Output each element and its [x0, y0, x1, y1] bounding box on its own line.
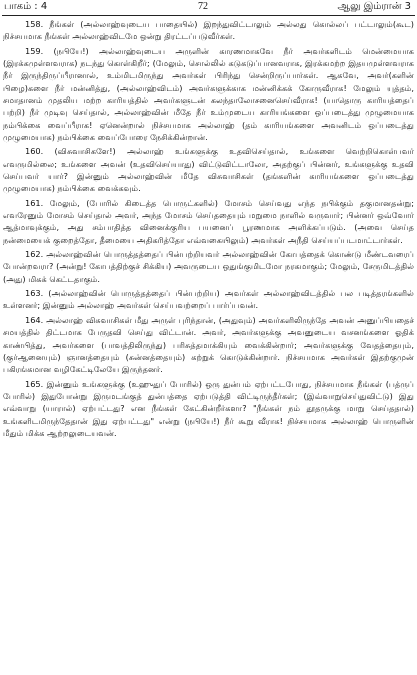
header-divider: [2, 15, 415, 16]
verse-number: 164.: [25, 314, 44, 325]
verse-number: 161.: [25, 197, 44, 208]
verse-161: [3, 197, 414, 246]
verse-text: இன்னும் உங்களுக்கு (உஹுதுப் போரில்) ஒரு துன்பம் ஏற்பட்டபோது, நிச்சயமாக நீங்கள் (பத்ருப் போரில்) இதுபோன்று இருமடங்குத் துன்பத்தை ஏற்படுத்தி விட்டிருந்தீர்கள்; (இவ்வாறுசெய்துவிட்டு) இது எவ்வாறு (யாரால்) ஏற்பட்டது? என நீங்கள் கேட்கின்றீர்களா? "நீங்கள் நம் தூதருக்கு மாறு செய்ததால்) உங்களிடமிருந்தேதான் இது ஏற்பட்டது" என்று (நபியே!) நீர் கூறு வீராக! நிச்சயமாக அல்லாஹ் பொருளின் மீதும் மிக்க ஆற்றலுடையவன்.: [3, 378, 414, 438]
page-header: [0, 0, 417, 16]
verse-number: 160.: [25, 146, 44, 157]
verse-number: 158.: [25, 19, 44, 29]
verse-163: [3, 287, 414, 312]
verse-number: 165.: [25, 378, 44, 389]
verse-text: நீங்கள் (அல்லாஹ்வுடைய பாதையில்) இறந்துவிட்டாலும் அல்லது கொல்லப் பட்டாலும்(கூட) நிச்சயமாக நீங்கள் அல்லாஹ்விடமே ஒன்று திரட்டப்படுவீர்கள்.: [3, 19, 414, 42]
verse-165: [3, 378, 414, 439]
verse-text: (அல்லாஹ்வின் பொருத்தத்தைப் பின்பற்றிய) அவர்கள் அல்லாஹ்விடத்தில் பல படித்தரங்களில் உள்ளனர்; இன்னும் அல்லாஹ் அவர்கள் செய்பவற்றைப் பார்ப்பவன்.: [3, 288, 414, 311]
verse-158: [3, 18, 414, 43]
verse-number: 162.: [25, 249, 44, 260]
verse-text: மேலும், (போரில் கிடைத்த பொருட்களில்) மோசம் செய்வது எந்த நபிக்கும் தகுமானதன்று; எவரேனும் மோசம் செய்தால் அவர், அந்த மோசம் செய்ததையும் மறுமை நாளில் வருவார்; பின்னர் ஒவ்வோர் ஆத்மாவுக்கும், அது சம்பாதித்த வினைக்குரிய பயனைப் பூரணமாக அளிக்கப்படும். (அவை செய்த நன்மையைக் குறைத்தோ, தீமையை அதிகரித்தோ எவ்வகையிலும்) அவர்கள் அநீதி செய்யப்படமாட்டார்கள்.: [3, 197, 414, 245]
verse-162: [3, 248, 414, 285]
verse-text: அல்லாஹ் விசுவாசிகள் மீது அருள் புரிந்தான், (அதுவும்) அவர்களிலிருந்தே அவன் அனுப்பியதைச் சமயத்தில் திட்டமாக பேருதவி செய்து விட்டான். அவர், அவர்களுக்கு அவனுடைய வசனங்களை ஓதிக் காண்பித்து, அவர்களை (பாவத்திலிருந்து) பரிசுத்தமாக்கியும் வைக்கின்றார்; அவர்களுக்கு வேதத்தையும், (குர்ஆனையும்) ஞானத்தையும் (சுன்னத்தையும்) கற்றுக் கொடுக்கின்றார். நிச்சயமாக அவர்கள் இதற்குமுன் பகிரங்கமான வழிகேட்டிலேயே இருந்தனர்.: [3, 314, 414, 375]
verse-number: 159.: [25, 45, 44, 56]
surah-label: ஆலு இம்ரான் 3: [337, 1, 411, 12]
verse-list: [3, 18, 414, 441]
verse-number: 163.: [25, 288, 44, 299]
part-label: பாகம் : 4: [4, 1, 48, 12]
verse-164: [3, 314, 414, 375]
verse-159: [3, 45, 414, 143]
verse-160: [3, 145, 414, 194]
verse-text: (விசுவாசிகளே!) அல்லாஹ் உங்களுக்கு உதவிசெய்தால், உங்களை வெற்றிகொள்பவர் எவருமில்லை; உங்களை அவன் (உதவிசெய்யாது) விட்டுவிட்டாலோ, அதற்குப் பின்னர், உங்களுக்கு உதவி செய்பவர் யார்? இன்னும் அல்லாஹ்வின் மீதே விசுவாசிகள் (தங்களின் காரியங்களை ஒப்படைத்து முழுமையாக) நம்பிக்கை வைக்கவும்.: [3, 146, 414, 194]
page-number: 72: [198, 1, 208, 12]
verse-text: (நபியே!) அல்லாஹ்வுடைய அருளின் காரணமாகவே நீர் அவர்களிடம் மென்மையாக (இரக்கமுள்ளவராக) நடந்து கொள்கிறீர்; (மேலும், சொல்லில் கடுகடுப்பானவராக, இரக்கமற்ற இதயமுள்ளவராக நீர் இருந்திருப்பீரானால், உம்மிடமிருந்து அவர்கள் பிரிந்து சென்றிருப்பார்கள். ஆகவே, அவர்(களின் பிழை)களை நீர் மன்னித்து, (அல்லாஹ்விடம்) அவர்களுக்காக மன்னிக்கக் கோருவீராக! மேலும் யுத்தம், சமாதானம் முதலிய மற்ற காரியத்தில் அவர்களுடன் கலந்தாலோசனைசெய்வீராக! (யாதொரு காரியத்தைப் பற்றி) நீர் முடிவு செய்தால், அல்லாஹ்வின் மீதே நீர் உம்முடைய காரியங்களை ஒப்படைத்து முழுமையாக நம்பிக்கை வைப்பீராக! ஏனென்றால் நிச்சயமாக அல்லாஹ் (தம் காரியங்களை அவனிடம் ஒப்படைத்து முழுமையாக) நம்பிக்கை வைப்போரை நேசிக்கின்றான்.: [3, 45, 414, 142]
verse-text: அல்லாஹ்வின் பொருத்தத்தைப் பின்பற்றியவர் அல்லாஹ்வின் கோபத்தைக் கொண்டு மீண்டவரைப் போன்றவரா? (அன்று! கோபத்திற்குச் சிக்கிய) அவருடைய ஒதுங்குமிடமோ நரகமாகும்; மேலும், சேருமிடத்தில் (அது) மிகக் கெட்டதாகும்.: [3, 249, 414, 284]
